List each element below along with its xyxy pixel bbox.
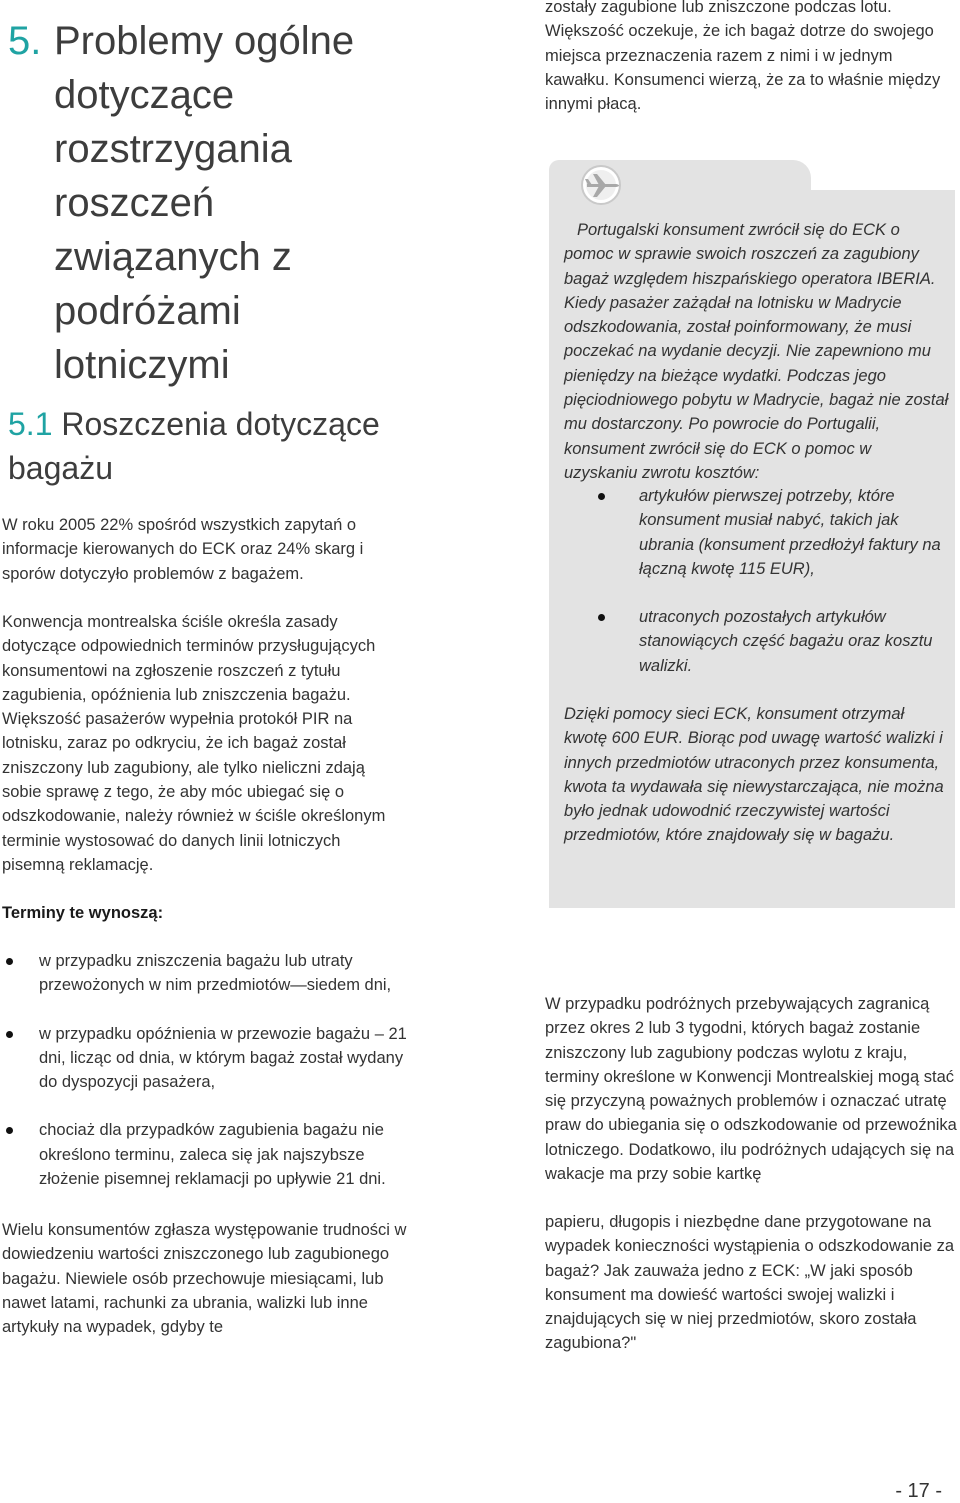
bullet-icon: [598, 493, 605, 500]
airplane-icon: [579, 163, 623, 207]
terms-list-item: chociaż dla przypadków zagubienia bagażu nie określono terminu, zaleca się jak najszybsze złożenie pisemnej reklamacji po upływie 21 dni.: [2, 1118, 412, 1191]
bullet-icon: [6, 1127, 13, 1134]
case-study-outcome: Dzięki pomocy sieci ECK, konsument otrzymał kwotę 600 EUR. Biorąc pod uwagę wartość walizki i innych przedmiotów utraconych przez konsumenta, kwota ta wydawała się niewystarczająca, nie można było jednak udowodnić rzeczywistej wartości przedmiotów, które znajdowały się w bagażu.: [564, 705, 944, 845]
section-title: Problemy ogólne dotyczące rozstrzygania roszczeń związanych z podróżami lotniczymi: [54, 19, 355, 387]
case-study-list-item: utraconych pozostałych artykułów stanowiących część bagażu oraz kosztu walizki.: [564, 605, 949, 678]
difficulty-paragraph: Wielu konsumentów zgłasza występowanie trudności w dowiedzeniu wartości zniszczonego lub zagubionego bagażu. Niewiele osób przechowuje miesiącami, lub nawet latami, rachunki za ubrania, walizki lub inne artykuły na wypadek, gdyby te: [2, 1221, 407, 1337]
abroad-paragraph: W przypadku podróżnych przebywających zagranicą przez okres 2 lub 3 tygodni, których bagaż zostanie zniszczony lub zagubiony podczas wylotu z kraju, terminy określone w Konwencji Montrealskiej mogą stać się przyczyną poważnych problemów i oznaczać utratę praw do ubiegania się o odszkodowanie od przewoźnika lotniczego. Dodatkowo, ilu podróżnych udających się na wakacje ma przy sobie kartkę: [545, 995, 957, 1184]
case-study-list-item: artykułów pierwszej potrzeby, które konsument musiał nabyć, takich jak ubrania (konsument przedłożył faktury na łączną kwotę 115 EUR),: [564, 484, 949, 581]
page-number: - 17 -: [895, 1480, 942, 1502]
bullet-icon: [6, 958, 13, 965]
section-heading: [8, 14, 408, 392]
subsection-title: Roszczenia dotyczące bagażu: [8, 406, 380, 486]
terms-list-item: w przypadku opóźnienia w przewozie bagażu – 21 dni, licząc od dnia, w którym bagaż został wydany do dyspozycji pasażera,: [2, 1022, 412, 1095]
bullet-icon: [6, 1031, 13, 1038]
terms-list: [2, 949, 412, 1191]
intro-paragraph: W roku 2005 22% spośród wszystkich zapytań o informacje kierowanych do ECK oraz 24% skarg i sporów dotyczyło problemów z bagażem.: [2, 516, 364, 583]
case-study-list: [564, 484, 949, 678]
closing-paragraph: papieru, długopis i niezbędne dane przygotowane na wypadek konieczności wystąpienia o odszkodowanie za bagaż? Jak zauważa jedno z ECK: „W jaki sposób konsument ma dowieść wartości swojej walizki i znajdujących się w niej przedmiotów, skoro została zagubiona?": [545, 1213, 955, 1353]
bullet-icon: [598, 614, 605, 621]
subsection-heading: [8, 402, 408, 490]
case-study-text: Portugalski konsument zwrócił się do ECK o pomoc w sprawie swoich roszczeń za zagubiony bagaż względem hiszpańskiego operatora IBERIA. Kiedy pasażer zażądał na lotnisku w Madrycie odszkodowania, został poinformowany, że musi poczekać na wydanie decyzji. Nie zapewniono mu pieniędzy na bieżące wydatki. Podczas jego pięciodniowego pobytu w Madrycie, bagaż nie został mu dostarczony. Po powrocie do Portugalii, konsument zwrócił się do ECK o pomoc w uzyskaniu zwrotu kosztów:: [564, 221, 949, 482]
terms-list-item: w przypadku zniszczenia bagażu lub utraty przewożonych w nim przedmiotów—siedem dni,: [2, 949, 412, 998]
section-number: 5.: [8, 19, 42, 63]
subsection-number: 5.1: [8, 406, 53, 442]
convention-paragraph: Konwencja montrealska ściśle określa zasady dotyczące odpowiednich terminów przysługujących konsumentowi na zgłoszenie roszczeń z tytułu zagubienia, opóźnienia lub zniszczenia bagażu. Większość pasażerów wypełnia protokół PIR na lotnisku, zaraz po odkryciu, że ich bagaż został zniszczony lub zagubiony, ale tylko nieliczni zdają sobie sprawę z tego, że aby móc ubiegać się o odszkodowanie, należy również w ściśle określonym terminie wystosować do danych linii lotniczych pisemną reklamację.: [2, 613, 386, 874]
continuation-paragraph: zostały zagubione lub zniszczone podczas lotu. Większość oczekuje, że ich bagaż dotrze do swojego miejsca przeznaczenia razem z nimi i w jednym kawałku. Konsumenci wierzą, że za to właśnie między innymi płacą.: [545, 0, 941, 114]
terms-heading: Terminy te wynoszą:: [2, 904, 164, 922]
